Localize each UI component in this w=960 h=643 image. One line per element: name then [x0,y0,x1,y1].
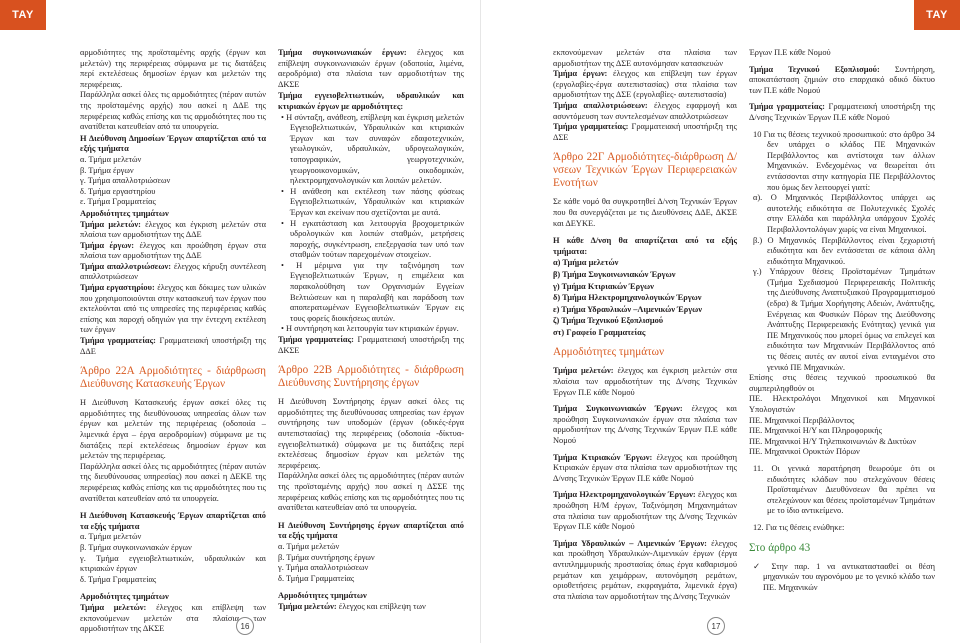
note-item: 11. Οι γενικά παρατήρηση θεωρούμε ότι οι ειδικότητες κλάδων που στελεχώνουν θέσεις Προϊσταμένων Διευθύνσεων θα πρέπει να στελεχώνουν και θέσεις προϊσταμένων Τμημάτων με το ίδιο αντικείμενο. [753,463,935,516]
paragraph [278,335,464,356]
list-item: ε) Τμήμα Υδραυλικών –Λιμενικών Έργων [553,304,702,314]
section-heading: Η Διεύθυνση Κατασκευής Έργων απαρτίζεται από τα εξής τμήματα [80,511,266,531]
paragraph-text: Συντήρηση, αποκατάσταση ζημιών στο επαρχιακό οδικό δίκτυο των Π.Ε κάθε Νομού [749,64,935,95]
paragraph-text: έλεγχος και προώθηση Συγκοινωνιακών έργων στα πλαίσια των αρμοδιοτήτων της Δ/νσης Τεχνικών Έργων Π.Ε κάθε Νομού [553,404,737,446]
paragraph-text: έλεγχος και έγκριση μελετών στα πλαίσια των αρμοδιοτήτων της ΔΔΕ [80,219,266,240]
paragraph: αρμοδιότητες της προϊσταμένης αρχής (έργων και μελετών) της περιφέρειας σύμφωνα με τις διατάξεις περί εκτελέσεως δημοσίων έργων και μελετών της περιφέρειας. [80,48,266,89]
section-heading: Η Διεύθυνση Συντήρησης έργων απαρτίζεται από τα εξής τμήματα [278,520,464,541]
section-heading: Αρμοδιότητες τμημάτων [80,208,169,218]
paragraph [80,220,266,241]
note-subitem: γ.) Υπάρχουν θέσεις Προϊσταμένων Τμημάτων (Τμήμα Σχεδιασμού Περιφερειακής Πολιτικής της Διεύθυνσης Αναπτυξιακού Προγραμματισμού (εδρα) & Τμήμα Χορήγησης Αδειών, Ανάπτυξης, Ενέργειας και Φυσικών Πόρων της Διεύθυνσης Ανάπτυξης Περιφερειακής Ενότητας) γενικά για ΠΕ Μηχανικούς που μπορεί όμως να επιλεγεί και ειδικότητα των Μηχανικών Περιβάλλοντος από τις θέσεις αυτές αν αυτοί είναι ενταγμένοι στο γενικό ΠΕ Μηχανικών. [753,267,935,372]
paragraph [553,404,737,446]
paragraph [553,366,737,398]
paragraph: Σε κάθε νομό θα συγκροτηθεί Δ/νση Τεχνικών Έργων που θα συνεργάζεται με τις Διευθύνσεις ΔΔΕ, ΔΚΣΕ και ΔΕΥΚΕ. [553,197,737,228]
article-heading: Αρμοδιότητες τμημάτων [553,346,665,359]
paragraph [80,262,266,283]
list-item: α. Τμήμα μελετών [80,154,142,164]
paragraph [278,48,464,90]
paragraph [553,453,737,485]
list-item: γ. Τμήμα απαλλοτριώσεων [278,563,369,573]
section-heading: Αρμοδιότητες τμημάτων [80,592,169,602]
lead-label: Τμήμα γραμματείας: [553,122,629,132]
column-2 [278,48,464,636]
bullet-item: • Η συντήρηση και λειτουργία των κτιριακών έργων. [278,324,464,335]
paragraph-text: έλεγχος και προώθηση Κτιριακών έργων στα πλαίσια των αρμοδιοτήτων της Δ/νσης Τεχνικών Έργων Π.Ε κάθε Νομού [553,452,737,483]
paragraph [80,336,266,357]
article-heading: Άρθρο 22Γ Αρμοδιότητες-διάρθρωση Δ/νσεων Τεχνικών Έργων Περιφερειακών Ενοτήτων [553,151,737,190]
paragraph: Παράλληλα ασκεί όλες τις αρμοδιότητες (πέραν αυτών της προϊσταμένης αρχής) που ασκεί η ΔΣΣΕ της περιφέρειας καθώς επίσης και τις αρμοδιότητες που τις ανατίθεται κατευθείαν από τα υπουργεία. [278,471,464,513]
list-item: α. Τμήμα μελετών [80,532,142,542]
bullet-item: • Η σύνταξη, ανάθεση, επίβλεψη και έγκριση μελετών Εγγειοβελτιωτικών, Υδραυλικών και κτιριακών Έργων και των συναφών εδαφοτεχνικών, γεωλογικών, υδραυλικών, υδρογεωλογικών, τοπογραφικών, γεωργοτεχνικών, γεωργοοικονομικών, οικοδομικών, ηλεκτρομηχανολογικών και λοιπών μελετών. [278,113,464,187]
paragraph-text: έλεγχος και προώθηση έργων στα πλαίσια των αρμοδιοτήτων της ΔΔΕ [80,240,266,261]
engineer-list [749,394,935,458]
article-heading: Άρθρο 22Α Αρμοδιότητες - διάρθρωση Διεύθυνσης Κατασκευής Έργων [80,365,266,391]
paragraph [553,122,737,143]
right-page [480,0,960,643]
lead-label: Τμήμα εργαστηρίου: [80,283,155,293]
paragraph [553,69,737,101]
lead-label: Τμήμα γραμματείας: [278,335,354,345]
paragraph-text: έλεγχος και προώθηση Η/Μ έργων, Ταξινόμηση Μηχανημάτων στα πλαίσια των αρμοδιοτήτων της Δ/νσης Τεχνικών Έργων Π.Ε κάθε Νομού [553,490,737,532]
paragraph-text: Γραμματειακή υποστήριξη της Δ/νσης Τεχνικών Έργων Π.Ε κάθε Νομού [749,102,935,122]
list-item: α) Τμήμα μελετών [553,258,619,268]
list-item: ΠΕ. Μηχανικοί Ορυκτών Πόρων [749,447,860,457]
check-item: ✓ Στην παρ. 1 να αντικαταστααθεί οι θέση μηχανικών του αγρονόμου με το γενικό κλάδο των ΠΕ. Μηχανικών [749,562,935,594]
bullet-item: • Η μέριμνα για την ταξινόμηση των Εγγειοβελτιωτικών Έργων, η επιμέλεια και παρακολούθηση των Οργανισμών Εγγείων Βελτιώσεων και η παραλαβή και παράδοση των αποπερατωμένων Εγγειοβελτιωτικών Έργων εις τους φορείς διοικήσεως αυτών. [278,261,464,325]
paragraph-text: έλεγχος και επίβλεψη των [338,601,426,611]
lead-label: Τμήμα Τεχνικού Εξοπλισμού: [749,64,880,74]
department-list [80,155,266,208]
article-heading: Άρθρο 22Β Αρμοδιότητες - διάρθρωση Διεύθυνσης Συντήρησης έργων [278,364,464,390]
paragraph-text: έλεγχος εφαρμογή και ασυντόμευση των συντελεσμένων απαλλοτριώσεων [553,100,737,121]
paragraph [80,283,266,336]
lead-label: Τμήμα Υδραυλικών – Λιμενικών Έργων: [553,538,707,548]
department-list [80,532,266,585]
list-item: β. Τμήμα συντήρησης έργων [278,552,375,562]
lead-label: Τμήμα Συγκοινωνιακών Έργων: [553,404,683,414]
left-page-tab: ΤΑΥ [0,0,46,30]
lead-label: Τμήμα μελετών: [553,366,614,376]
list-item: στ) Γραφείο Γραμματείας [553,327,646,337]
paragraph-text: έλεγχος και επίβλεψη συγκοινωνιακών έργων (οδοποιία, λιμένα, αεροδρόμια) στα πλαίσια των αρμοδιοτήτων της ΔΚΣΕ [278,48,464,89]
list-item: β. Τμήμα συγκοινωνιακών έργων [80,542,192,552]
paragraph-text: έλεγχος και επίβλεψη των έργων (εργολαβίες-έργα αυτεπιστασίας) στα πλαίσια των αρμοδιοτήτων της ΔΣΕ (εργολαβίες- αυτεπιστασία) [553,69,737,100]
paragraph [80,241,266,262]
lead-label: Τμήμα γραμματείας: [749,102,825,112]
paragraph-text: έλεγχος και δόκιμες των υλικών που χρησιμοποιούνται στην κατασκευή των έργων που εκτελούνται από τις υπηρεσίες της περιφέρειας καθώς επίσης και παροχή οδηγιών για την έντεχνη εκτέλεση των έργων [80,283,266,335]
list-item: ζ) Τμήμα Τεχνικού Εξοπλισμού [553,316,664,326]
lead-label: Τμήμα μελετών: [80,219,141,229]
paragraph-text: Γραμματειακή υποστήριξη της ΔΣΕ [553,122,737,142]
bullet-item: • Η ανάθεση και εκτέλεση των πάσης φύσεως Εγγειοβελτιωτικών, Υδραυλικών και κτιριακών Έργων και εκείνων που σχετίζονται με αυτά. [278,187,464,219]
note-item: 12. Για τις θέσεις ενώθηκε: [753,522,845,532]
paragraph: Παράλληλα ασκεί όλες τις αρμοδιότητες (πέραν αυτών της διευθύνουσας υπηρεσίας) που ασκεί η ΔΕΚΕ της περιφέρειας καθώς επίσης και τις αρμοδιότητες που τις ανατίθεται κατευθείαν από τα υπουργεία. [80,461,266,503]
lead-label: Τμήμα απαλλοτριώσεων: [80,261,172,271]
lead-label: Τμήμα έργων: [80,240,135,250]
page-number-left: 16 [236,617,254,635]
paragraph [553,101,737,122]
paragraph: Επίσης στις θέσεις τεχνικού προσωπικού θα συμπεριληφθούν οι [749,373,935,393]
paragraph: Η Διεύθυνση Κατασκευής έργων ασκεί όλες τις αρμοδιότητες της διευθύνουσας υπηρεσίας όλων των έργων και μελετών της περιφέρειας (οδοποιία – λιμενικά έργα – έργα αεροδρομίων) σύμφωνα με τις διατάξεις περί εκτελέσεως δημοσίων έργων και μελετών της περιφέρειας. [80,398,266,461]
page-number-right: 17 [707,617,725,635]
list-item: ε. Τμήμα Γραμματείας [80,197,156,207]
paragraph [553,490,737,532]
lead-label: Τμήμα μελετών: [80,602,147,612]
list-item: γ) Τμήμα Κτιριακών Έργων [553,281,654,291]
paragraph-text: έλεγχος κήρυξη συντέλεση απαλλοτριώσεων [80,261,266,282]
paragraph-text: έλεγχος και έγκριση μελετών στα πλαίσια των αρμοδιοτήτων της Δ/νσης Τεχνικών Έργων Π.Ε κάθε Νομού [553,366,737,397]
lead-label: Τμήμα συγκοινωνιακών έργων: [278,48,407,57]
bullet-item: • Η εγκατάσταση και λειτουργία βροχομετρικών υδρολογικών και λοιπών σταθμών, μετρήσεις παροχής, συγκέντρωση, επεξεργασία των υπό των σταθμών τούτων παρεχομένων στοιχείων. [278,219,464,261]
lead-label: Τμήμα μελετών: [278,601,337,611]
list-item: ΠΕ. Μηχανικοί Η/Υ και Πληροφορικής [749,426,882,436]
paragraph [749,102,935,123]
paragraph [749,65,935,97]
list-item: ΠΕ. Μηχανικοί Περιβάλλοντος [749,415,855,425]
list-item: δ. Τμήμα Γραμματείας [278,573,355,583]
paragraph [553,539,737,603]
paragraph-text: έλεγχος και επίβλεψη των εκπονούμενων μελετών στα πλαίσια των αρμοδιοτήτων της ΔΚΣΕ [80,602,266,634]
list-item: ΠΕ. Μηχανικοί Η/Υ Τηλεπικοινωνιών & Δικτύων [749,436,917,446]
list-item: δ. Τμήμα εργαστηρίου [80,186,156,196]
paragraph: εκπονούμενων μελετών στα πλαίσια των αρμοδιοτήτων της ΔΣΕ αυτονόμησαν κατασκευών [553,48,737,68]
list-item: β) Τμήμα Συγκοινωνιακών Έργων [553,269,676,279]
note-subitem: α). Ο Μηχανικός Περιβάλλοντος υπάρχει ως αυτοτελής ειδικότητα σε Πολυτεχνικές Σχολές στην Ελλάδα και παράλληλα υπάρχουν Σχολές Περιβαλλοντολόγων χωρίς να είναι Μηχανικοί. [753,193,935,234]
lead-label: Τμήμα γραμματείας: [80,336,156,346]
paragraph: Παράλληλα ασκεί όλες τις αρμοδιότητες (πέραν αυτών της προϊσταμένης αρχής) που ασκεί η ΔΔΕ της περιφέρειας καθώς επίσης και τις αρμοδιότητες που τις ανατίθεται κατευθείαν από τα υπουργεία. [80,90,266,132]
column-3 [553,48,737,636]
note-subitem: β.) Ο Μηχανικός Περιβάλλοντος είναι ξεχωριστή ειδικότητα και δεν εντάσσεται σε κάποια άλλη ειδικότητα Μηχανικού. [753,235,935,266]
list-item: β. Τμήμα έργων [80,165,134,175]
lead-label: Τμήμα Κτιριακών Έργων: [553,452,653,462]
list-item: δ) Τμήμα Ηλεκτρομηχανολογικών Έργων [553,293,702,303]
article-heading: Στο άρθρο 43 [749,541,811,554]
lead-label: Τμήμα απαλλοτριώσεων: [553,100,648,110]
list-item: γ. Τμήμα απαλλοτριώσεων [80,176,171,186]
list-item: δ. Τμήμα Γραμματείας [80,574,157,584]
section-heading: Τμήμα εγγειοβελτιωτικών, υδραυλικών και κτιριακών έργων με αρμοδιότητες: [278,91,464,111]
column-1 [80,48,266,636]
right-page-tab: ΤΑΥ [914,0,960,30]
section-heading: Αρμοδιότητες τμημάτων [278,591,367,601]
note-item: 10 Για τις θέσεις τεχνικού προσωπικού: στο άρθρο 34 δεν υπάρχει ο κλάδος ΠΕ Μηχανικών Περιβάλλοντος και αντίστοιχα των άλλων Μηχανικών. Ενδεχομένως να θεωρείται ότι εντάσσονται στην κατηγορία ΠΕ Περιβάλλοντος που όμως δεν λειτουργεί γιατί: [753,129,935,192]
department-list [278,542,464,584]
section-heading: Η κάθε Δ/νση θα απαρτίζεται από τα εξής τμήματα: [553,236,737,256]
department-list [553,258,737,338]
paragraph-text: έλεγχος και προώθηση Υδραυλικών-Λιμενικών έργων (έργα αντιπλημμυρικής προστασίας όπως έργα καθαρισμού ρεμάτων και χειμάρρων, αυτονόμηση ρεμάτων, οριοθετήσεις ρεμάτων, εκφραγμάτα, λιμενικά έργα) στα πλαίσια των αρμοδιοτήτων της Δ/νσης Τεχνικών [553,538,737,601]
list-item: α. Τμήμα μελετών [278,541,340,551]
paragraph [278,602,464,613]
paragraph: Η Διεύθυνση Συντήρησης έργων ασκεί όλες τις αρμοδιότητες της διευθύνουσας υπηρεσίας των έργων συντήρησης των υποδομών (έργων (οδικές-έργα αυτεπιστασίας) της περιφέρειας (οδοποιία -δίκτυα-εγγειοβελτιωτικά) σύμφωνα με τις διατάξεις περί εκτελέσεως δημοσίων έργων και μελετών της περιφέρειας. [278,397,464,470]
lead-label: Τμήμα έργων: [553,69,608,79]
section-heading: Η Διεύθυνση Δημοσίων Έργων απαρτίζεται από τα εξής τμήματα [80,133,266,154]
lead-label: Τμήμα Ηλεκτρομηχανολογικών Έργων: [553,490,696,500]
paragraph-text: Γραμματειακή υποστήριξη της ΔΔΕ [80,336,266,356]
paragraph-text: Γραμματειακή υποστήριξη της ΔΚΣΕ [278,335,464,355]
column-4 [749,48,935,636]
list-item: γ. Τμήμα εγγειοβελτιωτικών, υδραυλικών και κτιριακών έργων [80,553,266,574]
list-item: ΠΕ. Ηλεκτρολόγοι Μηχανικοί και Μηχανικοί Υπολογιστών [749,394,935,414]
paragraph: Έργων Π.Ε κάθε Νομού [749,48,831,57]
